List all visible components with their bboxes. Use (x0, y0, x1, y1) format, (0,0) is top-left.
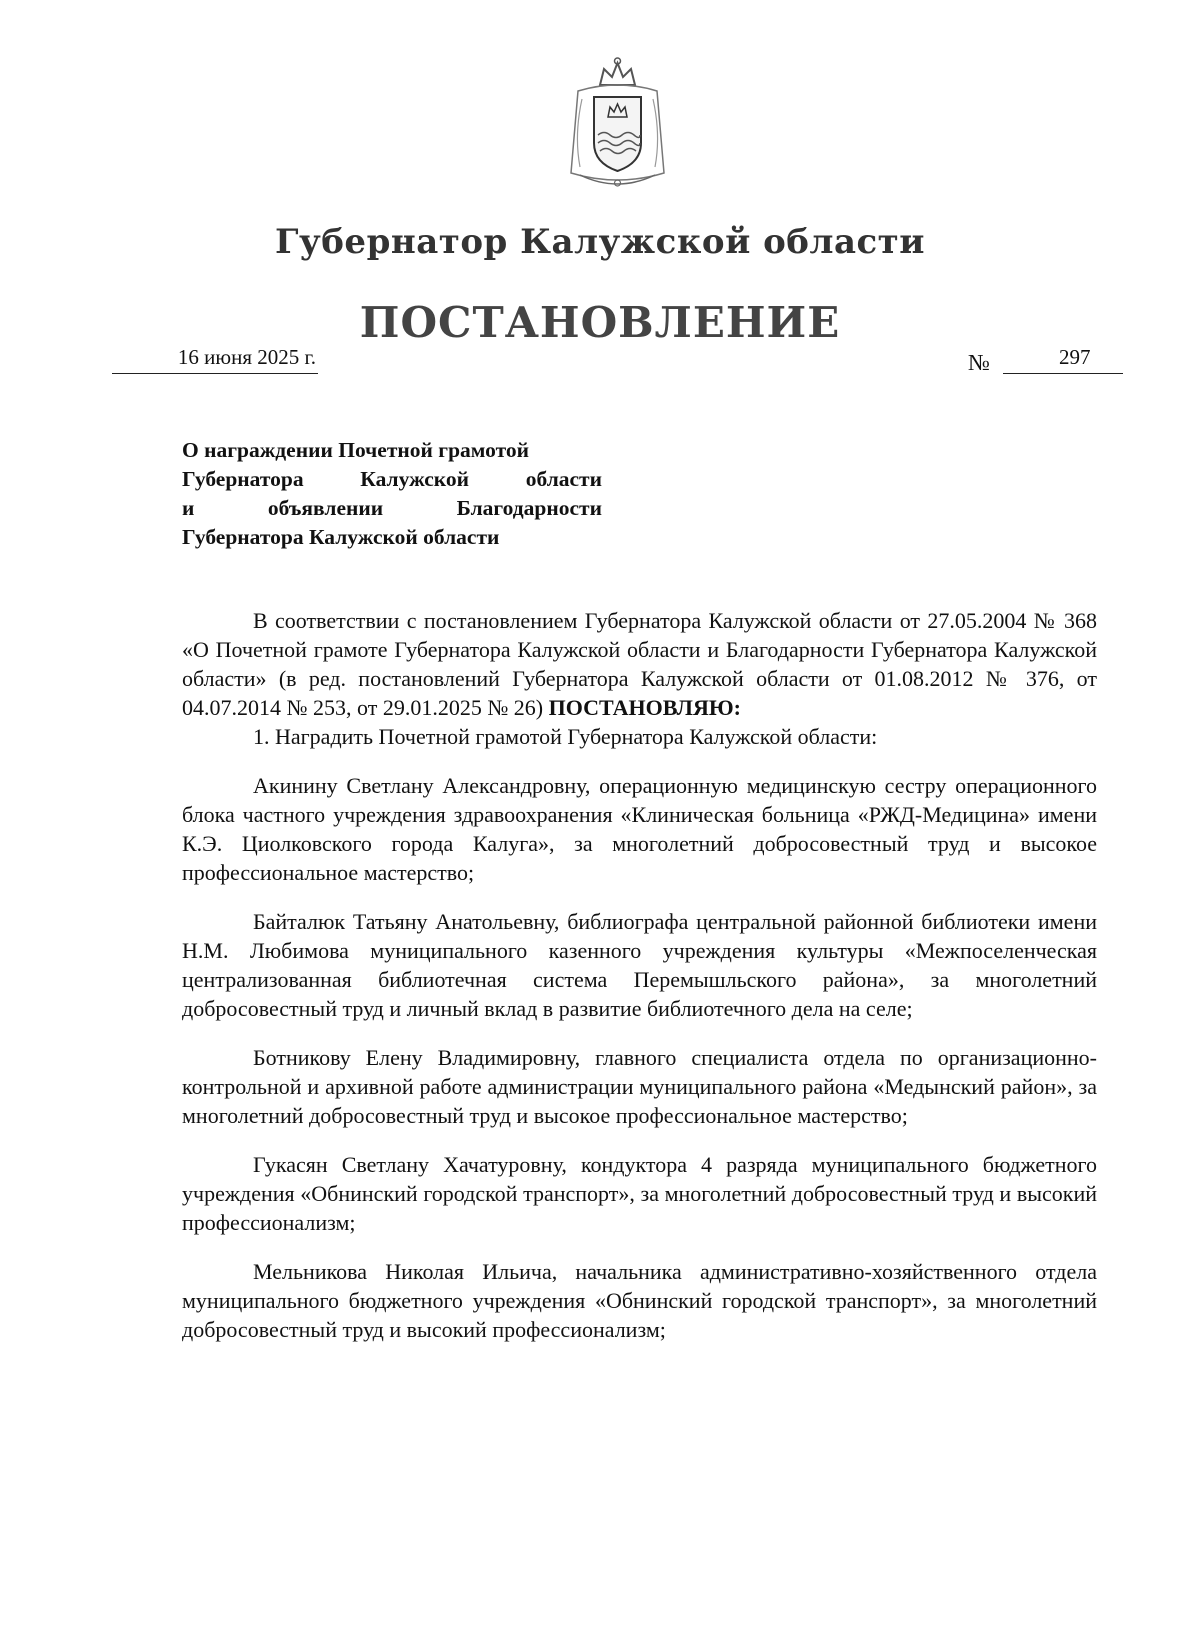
document-subject (182, 436, 602, 552)
awardee-paragraph: Акинину Светлану Александровну, операционную медицинскую сестру операционного блока частного учреждения здравоохранения «Клиническая больница «РЖД-Медицина» имени К.Э. Циолковского города Калуга», за многолетний добросовестный труд и высокое профессиональное мастерство; (182, 773, 1097, 885)
document-body (182, 606, 1097, 1344)
awardee-paragraph: Гукасян Светлану Хачатуровну, кондуктора 4 разряда муниципального бюджетного учреждения «Обнинский городской транспорт», за многолетний добросовестный труд и высокий профессионализм; (182, 1152, 1097, 1235)
awardee-paragraph: Ботникову Елену Владимировну, главного специалиста отдела по организационно-контрольной и архивной работе администрации муниципального района «Медынский район», за многолетний добросовестный труд и высокое профессиональное мастерство; (182, 1045, 1097, 1128)
subject-line: Губернатора Калужской области (182, 467, 602, 491)
document-number: 297 (1059, 345, 1091, 369)
document-type-title: ПОСТАНОВЛЕНИЕ (359, 298, 841, 347)
number-label: № (968, 350, 990, 375)
subject-line: и объявлении Благодарности (182, 496, 602, 520)
document-number-field (1003, 345, 1123, 374)
authority-title: Губернатор Калужской области (275, 222, 925, 262)
document-date: 16 июня 2025 г. (177, 345, 316, 369)
awardee-paragraph: Мельникова Николая Ильича, начальника административно-хозяйственного отдела муниципального бюджетного учреждения «Обнинский городской транспорт», за многолетний добросовестный труд и высокий профессионализм; (182, 1259, 1097, 1342)
subject-line: Губернатора Калужской области (182, 525, 500, 549)
intro-text: В соответствии с постановлением Губернатора Калужской области от 27.05.2004 № 368 «О Почетной грамоте Губернатора Калужской области и Благодарности Губернатора Калужской области» (в ред. постановлений Губернатора Калужской области от 01.08.2012 № 376, от 04.07.2014 № 253, от 29.01.2025 № 26) (182, 608, 1097, 720)
coat-of-arms-icon (560, 55, 675, 195)
resolve-keyword: ПОСТАНОВЛЯЮ: (548, 695, 741, 720)
awardee-paragraph: Байталюк Татьяну Анатольевну, библиографа центральной районной библиотеки имени Н.М. Любимова муниципального казенного учреждения культуры «Межпоселенческая централизованная библиотечная система Перемышльского района», за многолетний добросовестный труд и личный вклад в развитие библиотечного дела на селе; (182, 909, 1097, 1021)
subject-line: О награждении Почетной грамотой (182, 438, 530, 462)
item-1: 1. Наградить Почетной грамотой Губернатора Калужской области: (253, 724, 878, 749)
document-date-field (112, 345, 318, 374)
intro-paragraph (182, 606, 1097, 722)
